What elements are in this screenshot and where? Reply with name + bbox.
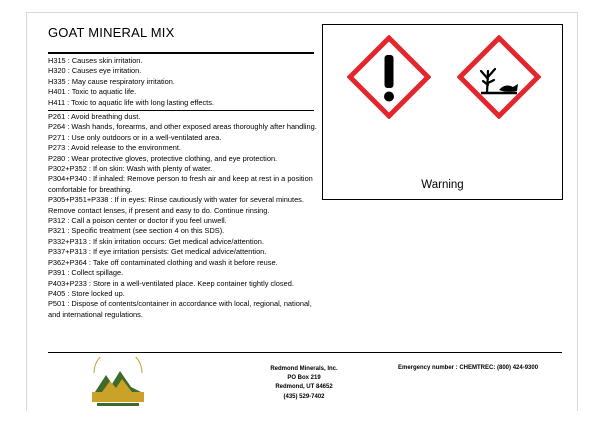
precautionary-statement: P321 : Specific treatment (see section 4 on this SDS). <box>48 226 225 236</box>
precautionary-statement: P362+P364 : Take off contaminated clothing and wash it before reuse. <box>48 257 278 267</box>
precautionary-statement: P261 : Avoid breathing dust. <box>48 112 141 121</box>
precautionary-statement: P501 : Dispose of contents/container in accordance with local, regional, national, and international regulations. <box>48 299 312 319</box>
precautionary-statement: P304+P340 : If inhaled: Remove person to fresh air and keep at rest in a position comfortable for breathing. <box>48 174 313 194</box>
hazard-statement: H335 : May cause respiratory irritation. <box>48 76 175 86</box>
environment-hazard-icon <box>457 35 541 124</box>
hazard-statement: H320 : Causes eye irritation. <box>48 66 142 76</box>
redmond-logo <box>88 357 148 409</box>
hazard-statement: H401 : Toxic to aquatic life. <box>48 87 137 97</box>
company-po-box: PO Box 219 <box>287 375 321 382</box>
hazard-statements <box>48 56 314 108</box>
product-title: GOAT MINERAL MIX <box>48 25 175 40</box>
precautionary-statement: P264 : Wash hands, forearms, and other exposed areas thoroughly after handling. <box>48 122 317 132</box>
precautionary-statement: P280 : Wear protective gloves, protective clothing, and eye protection. <box>48 153 278 163</box>
emergency-number: Emergency number : CHEMTREC: (800) 424-9300 <box>398 365 539 371</box>
precautionary-statement: P302+P352 : If on skin: Wash with plenty of water. <box>48 164 213 174</box>
signal-word: Warning <box>421 179 464 191</box>
footer-divider <box>48 352 562 353</box>
hazard-statement: H315 : Causes skin irritation. <box>48 56 143 65</box>
precautionary-statement: P271 : Use only outdoors or in a well-ventilated area. <box>48 132 222 142</box>
precautionary-statement: P391 : Collect spillage. <box>48 268 124 278</box>
company-city: Redmond, UT 84652 <box>275 384 333 391</box>
precautionary-statement: P403+P233 : Store in a well-ventilated place. Keep container tightly closed. <box>48 278 294 288</box>
precautionary-statement: P273 : Avoid release to the environment. <box>48 143 181 153</box>
precautionary-statement: P405 : Store locked up. <box>48 288 125 298</box>
company-phone: (435) 529-7402 <box>283 393 325 400</box>
precautionary-statement: P312 : Call a poison center or doctor if you feel unwell. <box>48 216 227 226</box>
pictogram-panel <box>322 24 563 200</box>
precautionary-statement: P337+P313 : If eye irritation persists: Get medical advice/attention. <box>48 247 267 257</box>
precautionary-statements <box>48 112 318 320</box>
hazard-divider <box>48 110 314 111</box>
hazard-statement: H411 : Toxic to aquatic life with long lasting effects. <box>48 97 214 107</box>
exclamation-mark-icon <box>347 35 431 124</box>
title-divider <box>48 52 314 54</box>
precautionary-statement: P332+P313 : If skin irritation occurs: Get medical advice/attention. <box>48 236 264 246</box>
company-name: Redmond Minerals, Inc. <box>270 366 338 372</box>
company-info <box>254 365 354 402</box>
precautionary-statement: P305+P351+P338 : If in eyes: Rinse cautiously with water for several minutes. Remove contact lenses, if present and easy to do. Continue rinsing. <box>48 195 304 215</box>
